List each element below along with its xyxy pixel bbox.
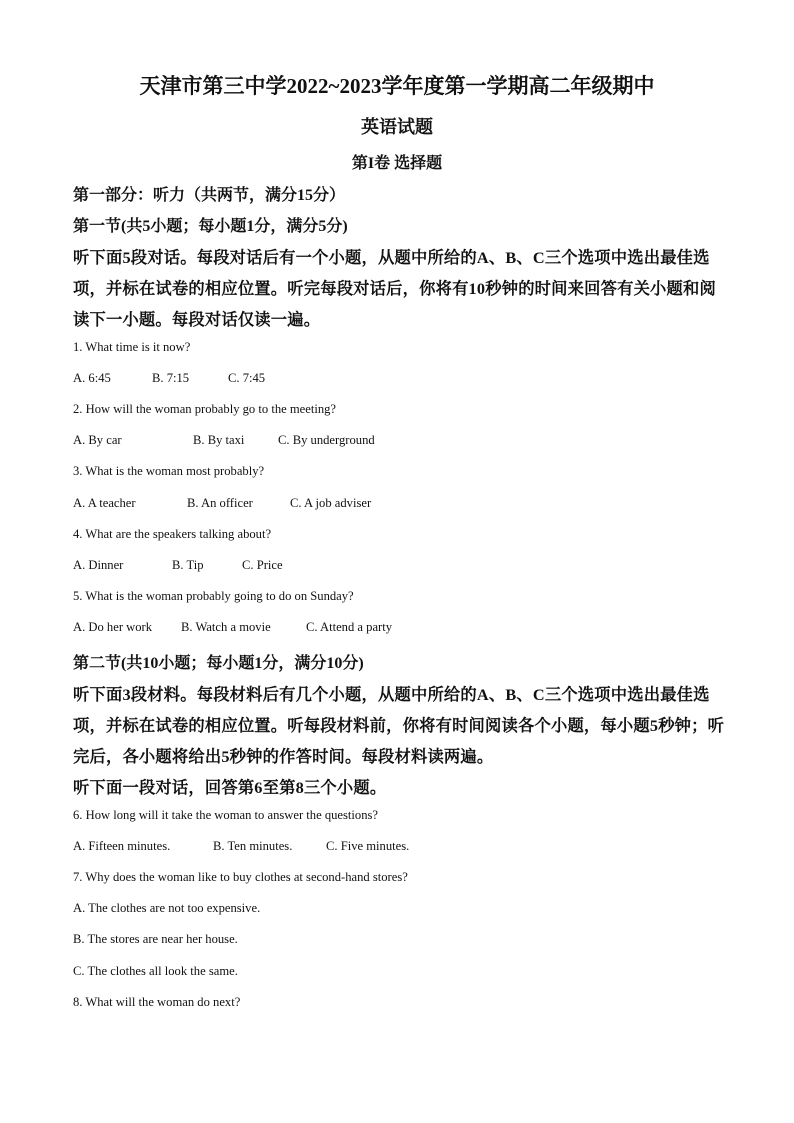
question-5-option-c: C. Attend a party [306,620,393,634]
question-6-option-b: B. Ten minutes. [213,839,293,853]
question-8-stem: 8. What will the woman do next? [73,995,241,1009]
question-2-option-c: C. By underground [278,433,375,447]
question-3-stem: 3. What is the woman most probably? [73,464,265,478]
question-3-option-a: A. A teacher [73,496,136,510]
question-1-stem: 1. What time is it now? [73,340,191,354]
exam-title: 天津市第三中学2022~2023学年度第一学期高二年级期中 [139,74,655,98]
question-7-option-b: B. The stores are near her house. [73,932,238,946]
question-4-option-a: A. Dinner [73,558,124,572]
question-3-option-b: B. An officer [187,496,253,510]
question-1-option-c: C. 7:45 [228,371,266,385]
section1-instruction-line: 读下一小题。每段对话仅读一遍。 [73,310,321,329]
question-4-option-b: B. Tip [172,558,204,572]
question-5-option-b: B. Watch a movie [181,620,271,634]
section1-instruction-line: 听下面5段对话。每段对话后有一个小题，从题中所给的A、B、C三个选项中选出最佳选 [73,248,710,267]
section1-heading: 第一节(共5小题；每小题1分，满分5分) [73,218,348,235]
question-7-option-a: A. The clothes are not too expensive. [73,901,261,915]
question-7-stem: 7. Why does the woman like to buy clothes at second-hand stores? [73,870,408,884]
question-2-option-b: B. By taxi [193,433,245,447]
question-2-option-a: A. By car [73,433,122,447]
question-4-option-c: C. Price [242,558,283,572]
question-3-option-c: C. A job adviser [290,496,372,510]
volume-heading: 第I卷 选择题 [351,155,443,172]
section2-instruction-line: 完后，各小题将给出5秒钟的作答时间。每段材料读两遍。 [73,747,494,766]
part1-heading: 第一部分：听力（共两节，满分15分） [73,187,346,204]
question-1-option-b: B. 7:15 [152,371,190,385]
question-7-option-c: C. The clothes all look the same. [73,964,238,978]
passage-intro: 听下面一段对话，回答第6至第8三个小题。 [73,778,387,797]
section2-instruction-line: 听下面3段材料。每段材料后有几个小题，从题中所给的A、B、C三个选项中选出最佳选 [73,685,710,704]
section1-instruction-line: 项，并标在试卷的相应位置。听完每段对话后，你将有10秒钟的时间来回答有关小题和阅 [73,279,716,298]
question-4-stem: 4. What are the speakers talking about? [73,527,272,541]
question-1-option-a: A. 6:45 [73,371,111,385]
exam-subject: 英语试题 [361,117,433,137]
question-2-stem: 2. How will the woman probably go to the meeting? [73,402,337,416]
section2-heading: 第二节(共10小题；每小题1分，满分10分) [73,655,364,672]
section2-instruction-line: 项，并标在试卷的相应位置。听每段材料前，你将有时间阅读各个小题，每小题5秒钟；听 [73,716,725,735]
question-5-option-a: A. Do her work [73,620,153,634]
question-6-option-a: A. Fifteen minutes. [73,839,171,853]
question-5-stem: 5. What is the woman probably going to do on Sunday? [73,589,354,603]
question-6-option-c: C. Five minutes. [326,839,410,853]
question-6-stem: 6. How long will it take the woman to answer the questions? [73,808,378,822]
